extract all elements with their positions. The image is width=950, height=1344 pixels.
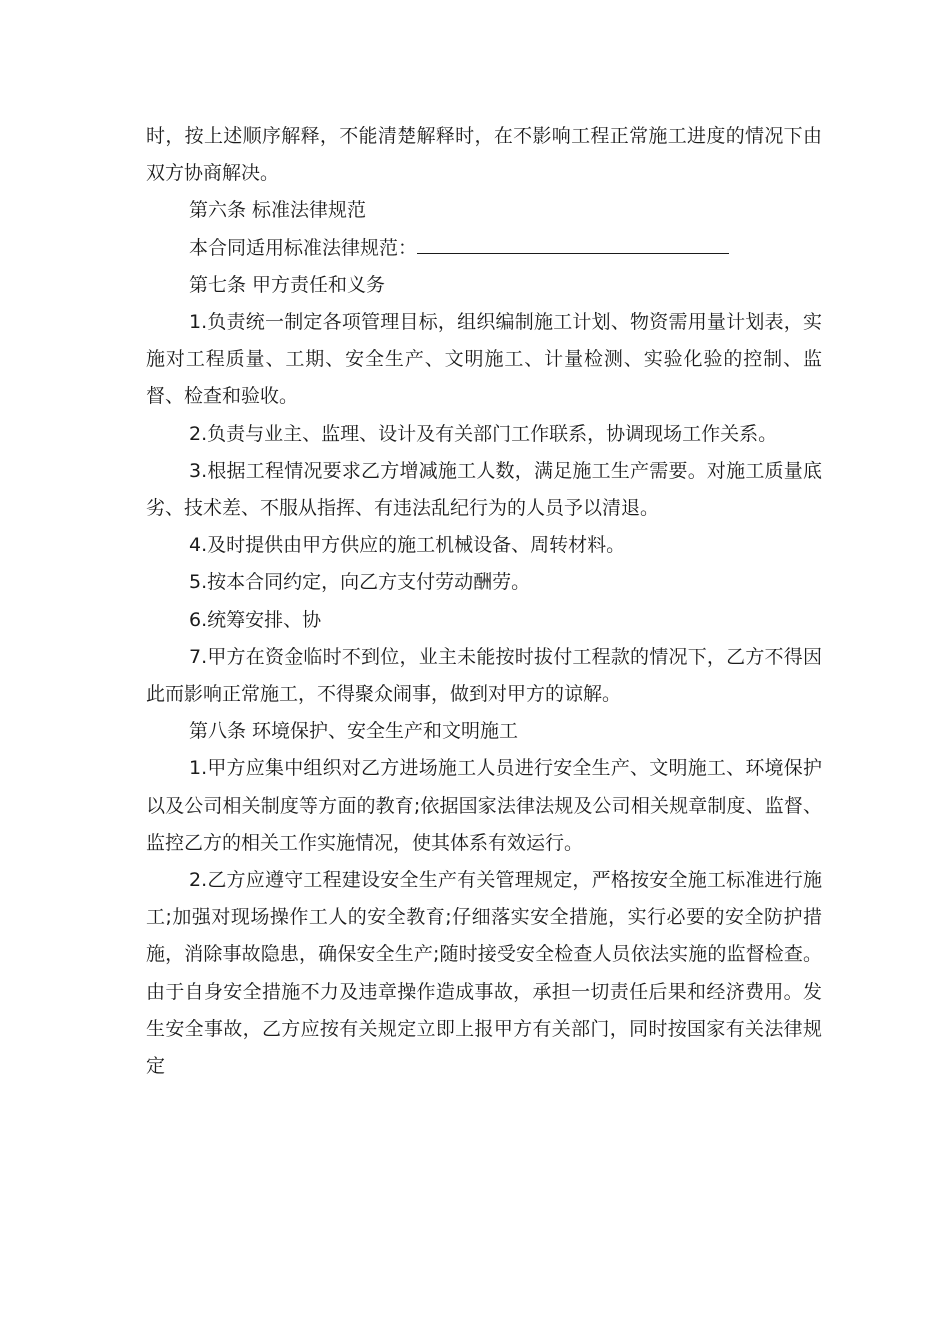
- section-heading-8: 第八条 环境保护、安全生产和文明施工: [189, 720, 519, 743]
- clause-8-2: 2.乙方应遵守工程建设安全生产有关管理规定，严格按安全施工标准进行施工;加强对现场操作工人的安全教育;仔细落实安全措施，实行必要的安全防护措施，消除事故隐患，确保安全生产;随时接受安全检查人员依法实施的监督检查。由于自身安全措施不力及违章操作造成事故，承担一切责任后果和经济费用。发生安全事故，乙方应按有关规定立即上报甲方有关部门，同时按国家有关法律规定: [146, 869, 822, 1078]
- section-heading-6: 第六条 标准法律规范: [189, 199, 367, 222]
- document-page: [146, 118, 822, 1085]
- blank-fill-line: [417, 235, 729, 254]
- paragraph-continuation: 时，按上述顺序解释，不能清楚解释时，在不影响工程正常施工进度的情况下由双方协商解决。: [146, 125, 822, 185]
- clause-8-1: 1.甲方应集中组织对乙方进场施工人员进行安全生产、文明施工、环境保护以及公司相关制度等方面的教育;依据国家法律法规及公司相关规章制度、监督、监控乙方的相关工作实施情况，使其体系有效运行。: [146, 757, 822, 854]
- clause-7-5: 5.按本合同约定，向乙方支付劳动酬劳。: [189, 571, 531, 594]
- standards-field-label: 本合同适用标准法律规范：: [189, 236, 418, 259]
- standards-field: [146, 230, 822, 267]
- clause-7-1: 1.负责统一制定各项管理目标，组织编制施工计划、物资需用量计划表，实施对工程质量、工期、安全生产、文明施工、计量检测、实验化验的控制、监督、检查和验收。: [146, 311, 822, 408]
- clause-7-6: 6.统筹安排、协: [189, 608, 322, 631]
- section-heading-7: 第七条 甲方责任和义务: [189, 273, 386, 296]
- clause-7-7: 7.甲方在资金临时不到位，业主未能按时拔付工程款的情况下，乙方不得因此而影响正常施工，不得聚众闹事，做到对甲方的谅解。: [146, 645, 822, 706]
- clause-7-3: 3.根据工程情况要求乙方增减施工人数，满足施工生产需要。对施工质量底劣、技术差、不服从指挥、有违法乱纪行为的人员予以清退。: [146, 459, 822, 520]
- clause-7-4: 4.及时提供由甲方供应的施工机械设备、周转材料。: [189, 534, 626, 557]
- clause-7-2: 2.负责与业主、监理、设计及有关部门工作联系，协调现场工作关系。: [189, 422, 778, 445]
